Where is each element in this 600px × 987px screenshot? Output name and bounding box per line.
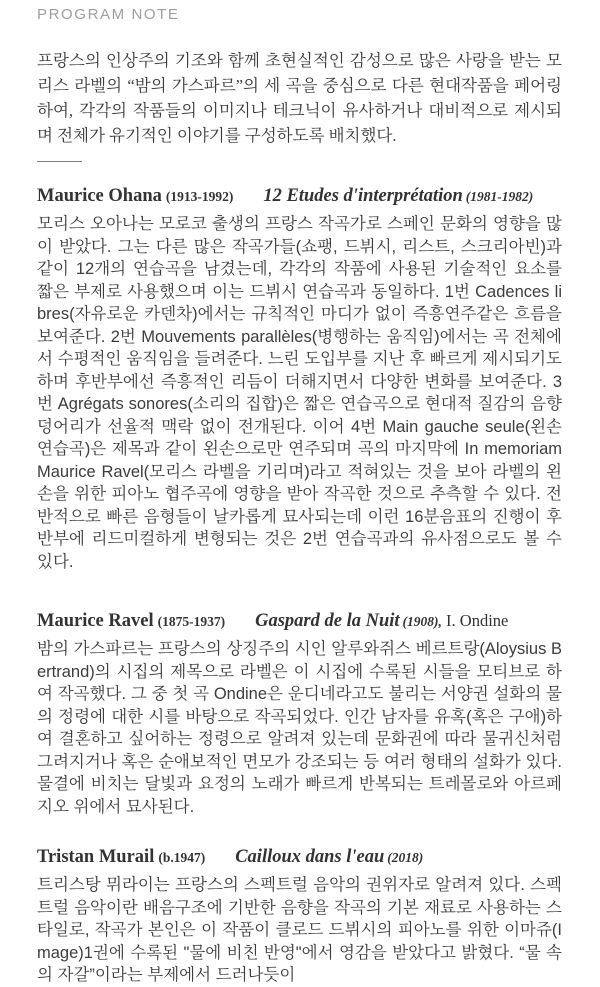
- composer-group: [37, 608, 225, 633]
- section-body: 트리스탕 뮈라이는 프랑스의 스펙트럴 음악의 권위자로 알려져 있다. 스펙트럴 음악이란 배음구조에 기반한 음향을 작곡의 기본 재료로 사용하는 스타일로, 작곡가 본인은 이 작품이 클로드 드뷔시의 피아노를 위한 이마쥬(Image)1권에 수록된 "물에 비친 반영"에서 영감을 받았다고 밝혔다. “물 속의 자갈”이라는 부제에서 드러나듯이: [37, 876, 562, 984]
- section-ohana: [37, 183, 562, 573]
- piece-title: Gaspard de la Nuit: [255, 611, 400, 631]
- piece-heading: [37, 608, 562, 633]
- piece-title-suffix: I. Ondine: [441, 611, 509, 630]
- composer-name: Maurice Ohana: [37, 186, 162, 206]
- piece-heading: [37, 183, 562, 208]
- page-title: PROGRAM NOTE: [37, 6, 180, 23]
- composer-group: [37, 183, 233, 208]
- piece-title: Cailloux dans l'eau: [235, 847, 385, 867]
- section-murail: [37, 844, 562, 987]
- piece-title-group: [235, 844, 423, 869]
- composer-years: (b.1947): [158, 850, 206, 865]
- piece-heading: [37, 844, 562, 869]
- section-body: 모리스 오아나는 모로코 출생의 프랑스 작곡가로 스페인 문화의 영향을 많이 받았다. 그는 다른 많은 작곡가들(쇼팽, 드뷔시, 리스트, 스크리아빈)과 같이 12개의 연습곡을 남겼는데, 각각의 작품에 사용된 기술적인 요소를 짧은 부제로 사용했으며 이는 드뷔시 연습곡과 동일하다. 1번 Cadences libres(자유로운 카덴차)에서는 규칙적인 마디가 없이 즉흥연주같은 흐름을 보여준다. 2번 Mouvements parallèles(병행하는 움직임)에서는 곡 전체에서 수평적인 움직임을 들려준다. 느린 도입부를 지난 후 빠르게 제시되기도 하며 후반부에선 즉흥적인 리듬이 더해지면서 다양한 변화를 보여준다. 3번 Agrégats sonores(소리의 집합)은 짧은 연습곡으로 현대적 질감의 음향 덩어리가 선율적 맥락 없이 전개된다. 이어 4번 Main gauche seule(왼손 연습곡)은 제목과 같이 왼손으로만 연주되며 곡의 마지막에 In memoriam Maurice Ravel(모리스 라벨을 기리며)라고 적혀있는 것을 보아 라벨의 왼손을 위한 피아노 협주곡에 영향을 받아 작곡한 것으로 추측할 수 있다. 전반적으로 빠른 음형들이 날카롭게 묘사되는데 이런 16분음표의 진행이 후반부에 리드미컬하게 변형되는 것은 2번 연습곡과의 유사점으로도 볼 수 있다.: [37, 215, 562, 571]
- piece-years: (2018): [387, 850, 424, 865]
- composer-years: (1913-1992): [165, 189, 234, 204]
- composer-name: Maurice Ravel: [37, 611, 154, 631]
- section-body: 밤의 가스파르는 프랑스의 상징주의 시인 알루와쥐스 베르트랑(Aloysius Bertrand)의 시집의 제목으로 라벨은 이 시집에 수록된 시들을 모티브로 하여 작곡했다. 그 중 첫 곡 Ondine은 운디네라고도 불리는 서양권 설화의 물의 정령에 대한 시를 바탕으로 작곡되었다. 인간 남자를 유혹(혹은 구애)하여 결혼하고 싶어하는 정령으로 알려져 있는데 문화권에 따라 물귀신처럼 그려지거나 혹은 순애보적인 면모가 강조되는 등 여러 형태의 설화가 있다. 물결에 비치는 달빛과 요정의 노래가 빠르게 반복되는 트레몰로와 아르페지오 위에서 묘사된다.: [37, 640, 562, 816]
- piece-title-group: [263, 183, 533, 208]
- section-divider: [37, 161, 82, 162]
- piece-years: (1981-1982): [465, 189, 534, 204]
- piece-title-group: [255, 608, 508, 633]
- section-ravel: [37, 608, 562, 818]
- piece-years: (1908),: [402, 614, 442, 629]
- composer-years: (1875-1937): [157, 614, 226, 629]
- intro-paragraph: 프랑스의 인상주의 기조와 함께 초현실적인 감성으로 많은 사랑을 받는 모리스 라벨의 “밤의 가스파르”의 세 곡을 중심으로 다른 현대작품을 페어링하여, 각각의 작품들의 이미지나 테크닉이 유사하거나 대비적으로 제시되며 전체가 유기적인 이야기를 구성하도록 배치했다.: [37, 51, 562, 145]
- composer-group: [37, 844, 205, 869]
- composer-name: Tristan Murail: [37, 847, 155, 867]
- piece-title: 12 Etudes d'interprétation: [263, 186, 463, 206]
